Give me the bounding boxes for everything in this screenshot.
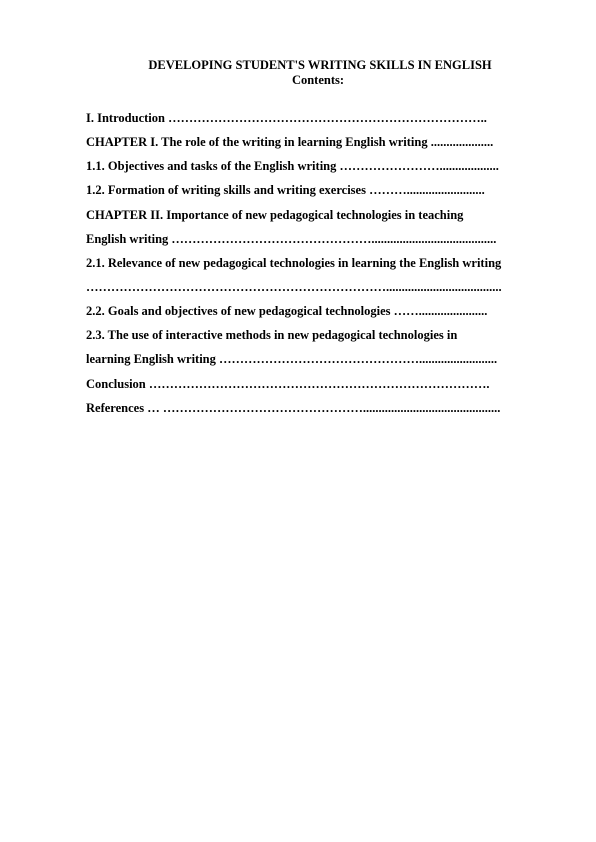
toc-entry: learning English writing …………………………………………......................... bbox=[86, 352, 498, 367]
toc-entry: 2.1. Relevance of new pedagogical technologies in learning the English writing bbox=[86, 255, 502, 270]
document-title: DEVELOPING STUDENT'S WRITING SKILLS IN ENGLISH bbox=[148, 58, 492, 72]
table-of-contents bbox=[86, 106, 556, 420]
toc-entry: ………………………………………………………………..................................... bbox=[86, 279, 502, 294]
contents-heading: Contents: bbox=[291, 73, 345, 87]
toc-entry: 2.2. Goals and objectives of new pedagogical technologies ……...................... bbox=[86, 304, 488, 319]
toc-entry: I. Introduction ………………………………………………………………….. bbox=[86, 111, 487, 125]
toc-entry: CHAPTER II. Importance of new pedagogical technologies in teaching bbox=[86, 207, 464, 222]
toc-entry: 2.3. The use of interactive methods in new pedagogical technologies in bbox=[86, 328, 458, 343]
toc-entry: Conclusion ………………………………………………………………………. bbox=[86, 376, 490, 391]
toc-entry: CHAPTER I. The role of the writing in learning English writing .................... bbox=[86, 135, 494, 150]
toc-entry: 1.2. Formation of writing skills and writing exercises ………......................... bbox=[86, 183, 485, 198]
toc-entry: English writing …………………………………………........................................ bbox=[86, 231, 497, 246]
toc-entry: 1.1. Objectives and tasks of the English writing ……………………................... bbox=[86, 159, 499, 174]
toc-entry: References … …………………………………………............................................ bbox=[86, 400, 501, 415]
